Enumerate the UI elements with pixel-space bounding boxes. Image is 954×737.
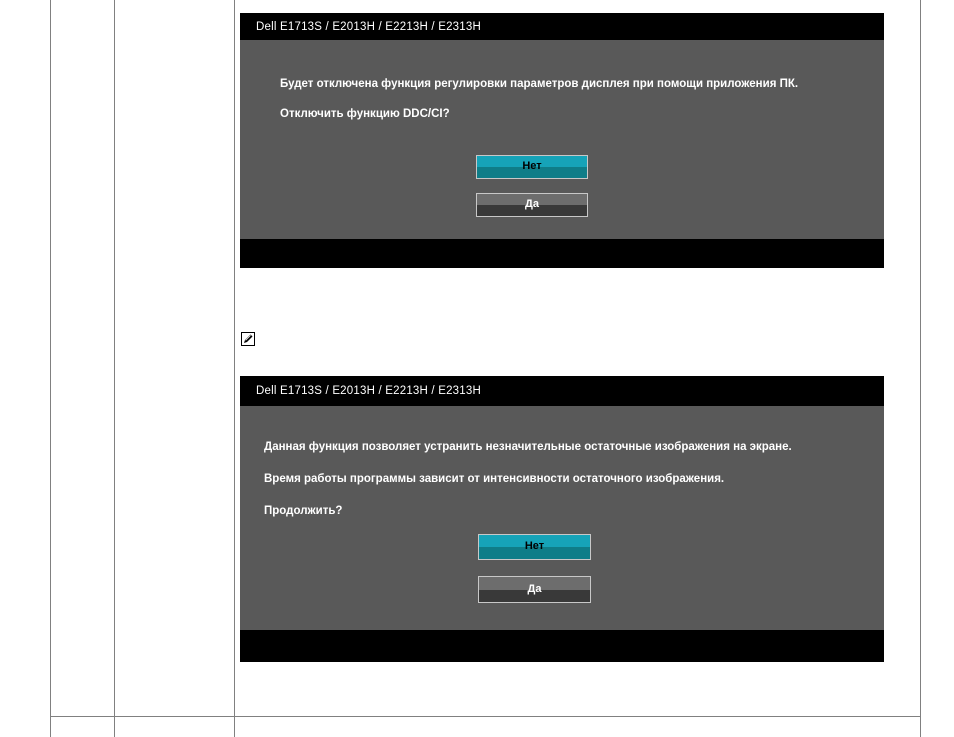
table-column-divider <box>114 0 115 737</box>
yes-button-label: Да <box>525 198 539 210</box>
no-button[interactable] <box>476 155 588 179</box>
osd-footer-bar <box>240 630 884 662</box>
osd-title-bar <box>240 13 884 40</box>
no-button-label: Нет <box>524 540 545 552</box>
osd-dialog-image-conditioning <box>240 376 884 662</box>
no-button-label: Нет <box>522 160 542 172</box>
osd-message: Время работы программы зависит от интенсивности остаточного изображения. <box>264 473 725 485</box>
no-button[interactable] <box>478 534 591 560</box>
osd-dialog-ddc-ci <box>240 13 884 268</box>
osd-message: Данная функция позволяет устранить незначительные остаточные изображения на экране. <box>264 441 792 453</box>
table-row-divider <box>50 716 920 717</box>
osd-question: Продолжить? <box>264 505 343 517</box>
yes-button-label: Да <box>527 583 542 595</box>
pencil-note-icon <box>241 332 255 346</box>
osd-title: Dell E1713S / E2013H / E2213H / E2313H <box>256 21 481 33</box>
table-border-left <box>50 0 51 737</box>
yes-button[interactable] <box>478 576 591 603</box>
osd-message: Будет отключена функция регулировки параметров дисплея при помощи приложения ПК. <box>280 78 799 90</box>
table-border-right <box>920 0 921 737</box>
yes-button[interactable] <box>476 193 588 217</box>
osd-footer-bar <box>240 239 884 268</box>
table-column-divider <box>234 0 235 737</box>
osd-question: Отключить функцию DDC/CI? <box>280 108 450 120</box>
osd-title-bar <box>240 376 884 406</box>
osd-title: Dell E1713S / E2013H / E2213H / E2313H <box>256 385 481 397</box>
